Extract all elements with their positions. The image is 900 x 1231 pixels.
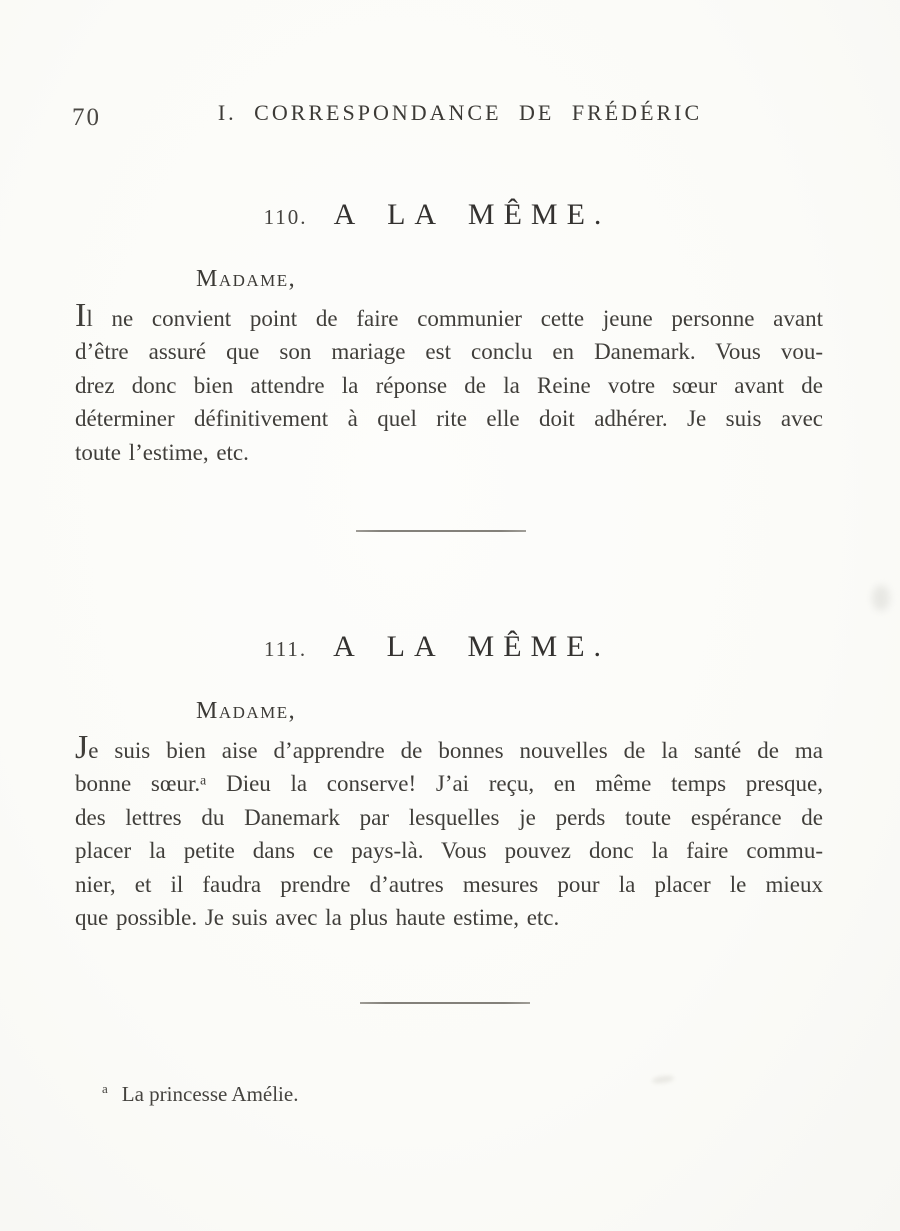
running-header: I. CORRESPONDANCE DE FRÉDÉRIC: [217, 100, 703, 125]
letter-title: A LA MÊME.: [333, 630, 611, 663]
page-number: 70: [72, 104, 101, 131]
footnote: [102, 1081, 298, 1107]
letter-111-salutation: Madame,: [196, 698, 297, 724]
letter-110-heading: [37, 198, 837, 232]
letter-110-salutation: Madame,: [196, 266, 297, 292]
text-line: placer la petite dans ce pays-là. Vous pouvez donc la faire commu-: [75, 838, 823, 864]
text-line: Il ne convient point de faire communier cette jeune personne avant: [75, 297, 823, 334]
letter-number: 110.: [263, 205, 308, 229]
text-line: drez donc bien attendre la réponse de la Reine votre sœur avant de: [75, 372, 823, 398]
footnote-text: La princesse Amélie.: [121, 1082, 299, 1106]
section-divider: [360, 1002, 530, 1004]
letter-number: 111.: [263, 637, 308, 661]
text-line: déterminer définitivement à quel rite elle doit adhérer. Je suis avec: [75, 406, 823, 432]
letter-111-body: [75, 729, 823, 934]
scan-smudge-artifact: [652, 1075, 675, 1085]
text-line: que possible. Je suis avec la plus haute estime, etc.: [75, 905, 560, 931]
text-line: toute l’estime, etc.: [75, 439, 249, 465]
letter-111-heading: [37, 630, 837, 664]
text-line: nier, et il faudra prendre d’autres mesures pour la placer le mieux: [75, 871, 823, 897]
text-line: d’être assuré que son mariage est conclu en Danemark. Vous vou-: [75, 339, 823, 365]
section-divider: [356, 530, 526, 532]
text-line: des lettres du Danemark par lesquelles je perds toute espérance de: [75, 804, 823, 830]
text-line: Je suis bien aise d’apprendre de bonnes nouvelles de la santé de ma: [75, 729, 823, 766]
letter-110-body: [75, 297, 823, 469]
letter-title: A LA MÊME.: [333, 198, 611, 231]
scan-smudge-artifact: [872, 585, 890, 611]
footnote-marker: a: [102, 1081, 108, 1096]
text-line: bonne sœur.ᵃ Dieu la conserve! J’ai reçu, en même temps presque,: [75, 771, 823, 797]
